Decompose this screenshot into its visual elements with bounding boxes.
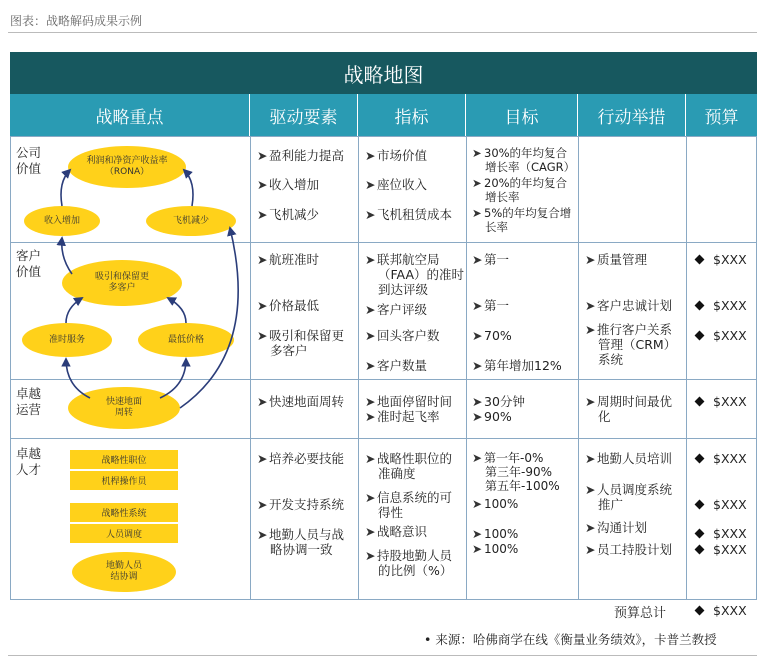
node-talent-2a: 战略性系统 <box>70 506 178 524</box>
diamond-icon <box>695 454 705 464</box>
header-drivers: 驱动要素 <box>250 94 358 136</box>
target-item: ➤ 第年增加12% <box>472 358 562 373</box>
budget-total-value: $XXX <box>696 603 747 618</box>
metric-item: ➤ 地面停留时间 <box>365 394 453 409</box>
row-label-customer: 客户 价值 <box>16 248 42 279</box>
diamond-icon <box>695 545 705 555</box>
driver-item: ➤ 吸引和保留更多客户 <box>257 328 345 358</box>
node-talent-1a: 战略性职位 <box>70 453 178 471</box>
bottom-rule <box>8 655 757 656</box>
top-rule <box>8 32 757 33</box>
metric-item: ➤ 市场价值 <box>365 148 428 163</box>
diamond-icon <box>695 606 705 616</box>
target-item: ➤ 第一 <box>472 252 510 267</box>
metric-item: ➤ 准时起飞率 <box>365 409 440 424</box>
budget-item: $XXX <box>696 328 747 343</box>
metric-item: ➤ 客户数量 <box>365 358 428 373</box>
node-talent-1b: 机桿操作员 <box>101 477 147 487</box>
source-note: • 来源：哈佛商学在线《衡量业务绩效》，卡普兰教授 <box>424 632 717 647</box>
target-item: ➤ 30%的年均复合增长率（CAGR） <box>472 146 576 174</box>
table-title: 战略地图 <box>10 52 757 94</box>
budget-item: $XXX <box>696 451 747 466</box>
arrow-revenue-rona <box>61 170 70 206</box>
node-talent-2b: 人员调度 <box>105 530 142 540</box>
action-item: ➤ 沟通计划 <box>585 520 648 535</box>
diamond-icon <box>695 255 705 265</box>
node-fewer-planes: 飞机减少 <box>146 206 236 236</box>
target-item: ➤ 30分钟 <box>472 394 525 409</box>
node-ontime: 准时服务 <box>22 323 112 357</box>
budget-total-label: 预算总计 <box>614 606 667 621</box>
node-attract: 吸引和保留更多客户 <box>62 260 182 306</box>
budget-item: $XXX <box>696 298 747 313</box>
diamond-icon <box>695 529 705 539</box>
arrow-attract-revenue <box>62 238 72 274</box>
target-item: ➤ 100% <box>472 542 519 556</box>
diamond-icon <box>695 397 705 407</box>
node-talent-3: 地勤人员结协调 <box>72 552 176 592</box>
budget-item: $XXX <box>696 252 747 267</box>
header-actions: 行动举措 <box>578 94 686 136</box>
caption: 图表：战略解码成果示例 <box>10 14 143 28</box>
header-targets: 目标 <box>466 94 578 136</box>
action-item: ➤ 客户忠诚计划 <box>585 298 673 313</box>
arrow-turn-price <box>160 359 186 398</box>
metric-item: ➤ 座位收入 <box>365 177 428 192</box>
row-label-talent: 卓越 人才 <box>16 446 42 477</box>
node-rona: 利润和净资产收益率（RONA） <box>68 146 186 188</box>
budget-item: $XXX <box>696 497 747 512</box>
driver-item: ➤ 地勤人员与战略协调一致 <box>257 527 345 557</box>
target-item: ➤ 第一 <box>472 298 510 313</box>
driver-item: ➤ 收入增加 <box>257 177 320 192</box>
arrow-price-attract <box>168 298 186 323</box>
node-lowest-price: 最低价格 <box>138 323 234 357</box>
metric-item: ➤ 联邦航空局（FAA）的准时到达评级 <box>365 252 464 297</box>
metric-item: ➤ 信息系统的可得性 <box>365 490 453 520</box>
header-metrics: 指标 <box>358 94 466 136</box>
metric-item: ➤ 持股地勤人员的比例（%） <box>365 548 453 578</box>
driver-item: ➤ 价格最低 <box>257 298 320 313</box>
diamond-icon <box>695 500 705 510</box>
arrow-planes-rona <box>184 170 193 206</box>
node-revenue: 收入增加 <box>24 206 100 236</box>
arrow-ontime-attract <box>66 298 82 323</box>
row-label-operations: 卓越 运营 <box>16 386 42 417</box>
budget-item: $XXX <box>696 526 747 541</box>
driver-item: ➤ 培养必要技能 <box>257 451 345 466</box>
action-item: ➤ 推行客户关系管理（CRM）系统 <box>585 322 677 367</box>
driver-item: ➤ 飞机减少 <box>257 207 320 222</box>
header-strategy-focus: 战略重点 <box>10 94 250 136</box>
driver-item: ➤ 开发支持系统 <box>257 497 345 512</box>
target-item: ➤ 5%的年均复合增长率 <box>472 206 572 234</box>
target-item: ➤ 第一年-0% 第三年-90% 第五年-100% <box>472 451 560 493</box>
action-item: ➤ 周期时间最优化 <box>585 394 673 424</box>
action-item: ➤ 地勤人员培训 <box>585 451 673 466</box>
diamond-icon <box>695 331 705 341</box>
header-budget: 预算 <box>686 94 757 136</box>
metric-item: ➤ 战略意识 <box>365 524 428 539</box>
action-item: ➤ 人员调度系统推广 <box>585 482 673 512</box>
budget-item: $XXX <box>696 394 747 409</box>
metric-item: ➤ 客户评级 <box>365 302 428 317</box>
metric-item: ➤ 飞机租赁成本 <box>365 207 453 222</box>
driver-item: ➤ 航班准时 <box>257 252 320 267</box>
action-item: ➤ 质量管理 <box>585 252 648 267</box>
row-label-company: 公司 价值 <box>16 145 42 176</box>
action-item: ➤ 员工持股计划 <box>585 542 673 557</box>
target-item: ➤ 100% <box>472 527 519 541</box>
budget-item: $XXX <box>696 542 747 557</box>
diamond-icon <box>695 301 705 311</box>
strategy-map-table <box>10 52 757 600</box>
target-item: ➤ 20%的年均复合增长率 <box>472 176 568 204</box>
node-turnaround: 快速地面周转 <box>68 387 180 429</box>
metric-item: ➤ 战略性职位的准确度 <box>365 451 453 481</box>
driver-item: ➤ 快速地面周转 <box>257 394 345 409</box>
target-item: ➤ 90% <box>472 409 512 424</box>
driver-item: ➤ 盈利能力提高 <box>257 148 345 163</box>
target-item: ➤ 70% <box>472 328 512 343</box>
target-item: ➤ 100% <box>472 497 519 511</box>
arrow-turn-planes <box>180 228 238 408</box>
metric-item: ➤ 回头客户数 <box>365 328 440 343</box>
arrow-turn-ontime <box>66 359 90 398</box>
